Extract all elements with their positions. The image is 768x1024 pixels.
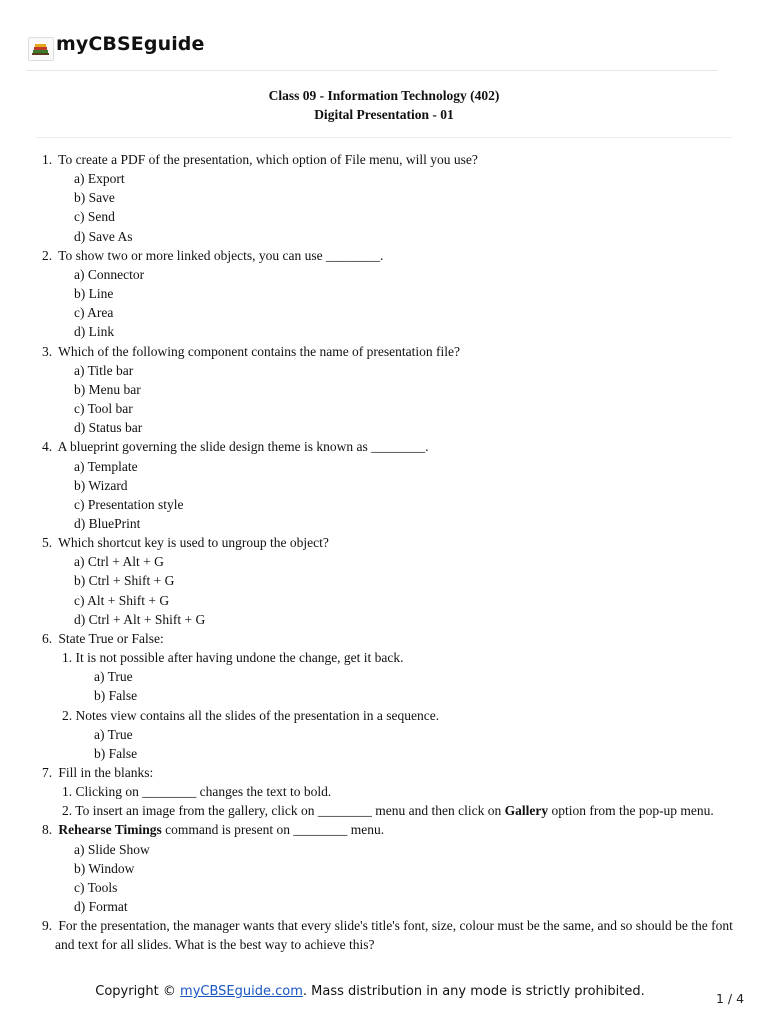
sub-question-text: It is not possible after having undone the change, get it back.: [75, 650, 404, 666]
title-divider: [36, 137, 732, 138]
question-number: 9.: [42, 918, 53, 934]
question-text: State True or False:: [58, 630, 164, 646]
question-5: [42, 533, 742, 629]
copyright-text: Copyright ©: [95, 984, 181, 999]
option: c) Send: [74, 209, 115, 225]
option: b) Window: [74, 860, 135, 876]
option: a) Template: [74, 458, 138, 474]
question-text: command is present on ________ menu.: [161, 822, 385, 838]
question-4: [42, 437, 742, 533]
option: c) Area: [74, 305, 114, 321]
page-number: 1 / 4: [716, 991, 745, 1006]
copyright-notice: . Mass distribution in any mode is strictly prohibited.: [302, 984, 645, 999]
option: d) Link: [74, 324, 115, 340]
option: a) Ctrl + Alt + G: [74, 554, 164, 570]
option: d) Status bar: [74, 420, 143, 436]
option: a) Slide Show: [74, 841, 150, 857]
option: b) False: [94, 745, 138, 761]
question-number: 6.: [42, 630, 53, 646]
question-text: Which of the following component contains the name of presentation file?: [58, 343, 461, 359]
question-3: [42, 342, 742, 438]
question-8: [42, 820, 742, 916]
bold-term: Gallery: [504, 803, 549, 819]
bold-term: Rehearse Timings: [58, 822, 162, 838]
document-titles: [0, 86, 768, 124]
question-number: 5.: [42, 535, 53, 551]
option: b) Save: [74, 190, 115, 206]
sub-question-number: 1.: [62, 650, 73, 666]
blank-item: [42, 801, 742, 820]
option: a) True: [94, 669, 133, 685]
document-subtitle: Digital Presentation - 01: [314, 107, 454, 122]
question-number: 8.: [42, 822, 53, 838]
question-number: 1.: [42, 152, 53, 167]
site-header: [26, 30, 718, 71]
option: d) BluePrint: [74, 515, 141, 531]
option: c) Tools: [74, 879, 118, 895]
question-1: [42, 150, 742, 246]
option: d) Save As: [74, 228, 133, 244]
sub-question-number: 2.: [62, 707, 73, 723]
option: b) False: [94, 688, 138, 704]
option: c) Presentation style: [74, 496, 184, 512]
sub-question-text: Notes view contains all the slides of the presentation in a sequence.: [75, 707, 440, 723]
option: a) Export: [74, 171, 125, 187]
question-6: [42, 629, 742, 763]
question-text: To show two or more linked objects, you can use ________.: [58, 247, 384, 263]
question-number: 7.: [42, 765, 53, 780]
question-9: [42, 916, 742, 954]
question-7: [42, 763, 742, 820]
option: d) Format: [74, 899, 128, 915]
question-number: 2.: [42, 247, 53, 263]
option: b) Ctrl + Shift + G: [74, 573, 175, 589]
option: b) Line: [74, 286, 114, 302]
option: d) Ctrl + Alt + Shift + G: [74, 611, 206, 627]
option: c) Alt + Shift + G: [74, 592, 170, 608]
option: b) Wizard: [74, 477, 128, 493]
question-text: Fill in the blanks:: [58, 765, 154, 780]
blank-text: Clicking on ________ changes the text to bold.: [75, 784, 332, 800]
question-text: A blueprint governing the slide design theme is known as ________.: [57, 439, 429, 455]
option: b) Menu bar: [74, 381, 141, 397]
question-number: 4.: [42, 439, 53, 455]
option: a) Connector: [74, 266, 145, 282]
footer-copyright: [0, 984, 740, 999]
option: a) Title bar: [74, 362, 134, 378]
blank-number: 1.: [62, 784, 73, 800]
question-text: Which shortcut key is used to ungroup the object?: [58, 535, 329, 551]
blank-item: [42, 782, 742, 801]
question-list: [42, 150, 742, 955]
document-title: Class 09 - Information Technology (402): [268, 88, 500, 103]
brand-name: myCBSEguide: [56, 33, 205, 55]
site-link[interactable]: myCBSEguide.com: [180, 984, 303, 999]
blank-number: 2.: [62, 803, 73, 819]
option: a) True: [94, 726, 133, 742]
blank-text-end: option from the pop-up menu.: [548, 803, 714, 819]
question-number: 3.: [42, 343, 53, 359]
question-2: [42, 246, 742, 342]
question-text-continued: and text for all slides. What is the best way to achieve this?: [55, 937, 375, 953]
sub-question: [42, 706, 742, 725]
question-text: For the presentation, the manager wants that every slide's title's font, size, colour must be the same, and so should be the font: [58, 918, 733, 934]
question-text: To create a PDF of the presentation, which option of File menu, will you use?: [58, 152, 478, 167]
option: c) Tool bar: [74, 401, 133, 417]
logo-icon: [28, 37, 54, 61]
sub-question: [42, 648, 742, 667]
blank-text: To insert an image from the gallery, click on ________ menu and then click on: [75, 803, 505, 819]
